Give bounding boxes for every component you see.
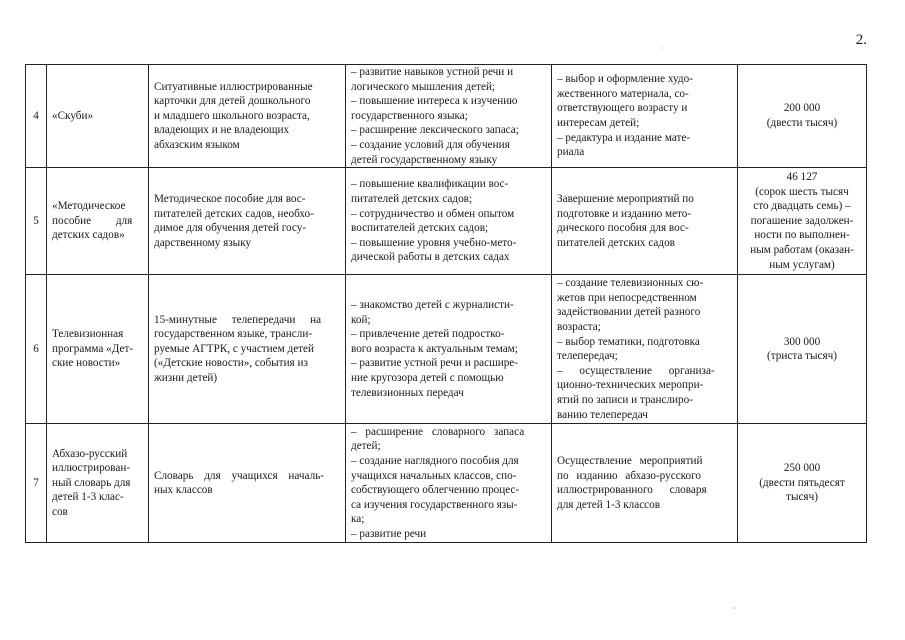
- project-funding-cell: 46 127 (сорок шесть тысяч сто двадцать семь) – погашение задолжен- ности по выполнен- ным работам (оказан- ным услугам): [738, 168, 867, 275]
- project-goals-cell: – знакомство детей с журналисти- кой; – привлечение детей подростко- вого возраста к актуальным темам; – развитие устной речи и расшире- ние кругозора детей с помощью телевизионных передач: [346, 275, 552, 424]
- project-funding-cell: 250 000 (двести пятьдесят тысяч): [738, 424, 867, 543]
- project-description-cell: Словарь для учащихся началь- ных классов: [149, 424, 346, 543]
- table-row: [26, 65, 867, 168]
- table-row: [26, 424, 867, 543]
- table-row: [26, 275, 867, 424]
- row-number: 4: [26, 65, 47, 168]
- table-row: [26, 168, 867, 275]
- scan-speck: ·: [660, 44, 663, 53]
- project-name-cell: Телевизионная программа «Дет- ские новости»: [47, 275, 149, 424]
- project-funding-cell: 300 000 (триста тысяч): [738, 275, 867, 424]
- project-funding-cell: 200 000 (двести тысяч): [738, 65, 867, 168]
- page-number: 2.: [855, 32, 867, 48]
- project-tasks-cell: Осуществление мероприятий по изданию абхазо-русского иллюстрированного словаря для детей 1-3 классов: [552, 424, 738, 543]
- row-number: 5: [26, 168, 47, 275]
- program-table: [25, 64, 867, 543]
- row-number: 6: [26, 275, 47, 424]
- scan-speck: ·: [733, 604, 736, 613]
- project-tasks-cell: – создание телевизионных сю- жетов при непосредственном задействовании детей разного возраста; – выбор тематики, подготовка телепередач; – осуществление организа- ционно-технических меропри- ятий по записи и транслиро- ванию телепередач: [552, 275, 738, 424]
- project-name-cell: «Методическое пособие для детских садов»: [47, 168, 149, 275]
- project-tasks-cell: – выбор и оформление худо- жественного материала, со- ответствующего возрасту и интересам детей; – редактура и издание мате- риала: [552, 65, 738, 168]
- project-goals-cell: – расширение словарного запаса детей; – создание наглядного пособия для учащихся начальных классов, спо- собствующего облегчению процес- са изучения государственного язы- ка; – развитие речи: [346, 424, 552, 543]
- project-goals-cell: – развитие навыков устной речи и логического мышления детей; – повышение интереса к изучению государственного языка; – расширение лексического запаса; – создание условий для обучения детей государственному языку: [346, 65, 552, 168]
- project-description-cell: Ситуативные иллюстрированные карточки для детей дошкольного и младшего школьного возраста, владеющих и не владеющих абхазским языком: [149, 65, 346, 168]
- project-goals-cell: – повышение квалификации вос- питателей детских садов; – сотрудничество и обмен опытом воспитателей детских садов; – повышение уровня учебно-мето- дической работы в детских садах: [346, 168, 552, 275]
- project-description-cell: 15-минутные телепередачи на государственном языке, трансли- руемые АГТРК, с участием детей («Детские новости», события из жизни детей): [149, 275, 346, 424]
- project-description-cell: Методическое пособие для вос- питателей детских садов, необхо- димое для обучения детей госу- дарственному языку: [149, 168, 346, 275]
- project-name-cell: «Скуби»: [47, 65, 149, 168]
- project-tasks-cell: Завершение мероприятий по подготовке и изданию мето- дического пособия для вос- питателей детских садов: [552, 168, 738, 275]
- project-name-cell: Абхазо-русский иллюстрирован- ный словарь для детей 1-3 клас- сов: [47, 424, 149, 543]
- row-number: 7: [26, 424, 47, 543]
